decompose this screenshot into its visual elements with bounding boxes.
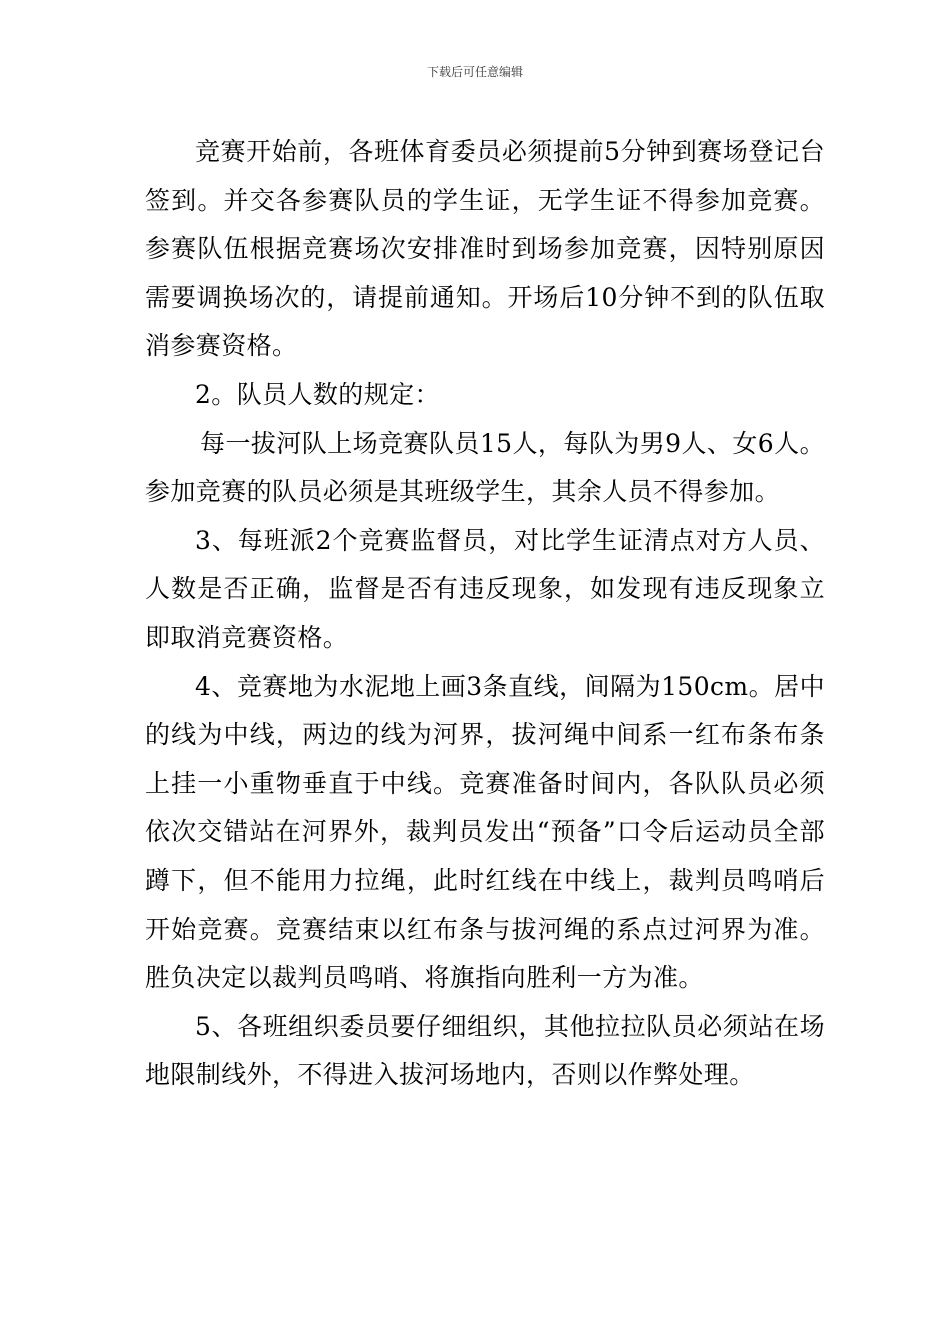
document-body — [145, 128, 825, 1100]
paragraph-field-rules: 4、竞赛地为水泥地上画3条直线，间隔为150cm。居中的线为中线，两边的线为河界，拔河绳中间系一红布条布条上挂一小重物垂直于中线。竞赛准备时间内，各队队员必须依次交错站在河界外，裁判员发出“预备”口令后运动员全部蹲下，但不能用力拉绳，此时红线在中线上，裁判员鸣哨后开始竞赛。竞赛结束以红布条与拔河绳的系点过河界为准。胜负决定以裁判员鸣哨、将旗指向胜利一方为准。 — [145, 671, 825, 993]
paragraph-registration: 竞赛开始前，各班体育委员必须提前5分钟到赛场登记台签到。并交各参赛队员的学生证，无学生证不得参加竞赛。参赛队伍根据竞赛场次安排准时到场参加竞赛，因特别原因需要调换场次的，请提前通知。开场后10分钟不到的队伍取消参赛资格。 — [145, 137, 825, 361]
page-header: 下载后可任意编辑 — [426, 65, 523, 79]
paragraph-cheerleaders: 5、各班组织委员要仔细组织，其他拉拉队员必须站在场地限制线外，不得进入拔河场地内，否则以作弊处理。 — [145, 1011, 825, 1090]
paragraph-team-size-heading: 2。队员人数的规定： — [195, 379, 440, 409]
paragraph-supervisors: 3、每班派2个竞赛监督员，对比学生证清点对方人员、人数是否正确，监督是否有违反现象，如发现有违反现象立即取消竞赛资格。 — [145, 525, 825, 652]
paragraph-team-size: 每一拔河队上场竞赛队员15人，每队为男9人、女6人。参加竞赛的队员必须是其班级学生，其余人员不得参加。 — [145, 428, 825, 507]
